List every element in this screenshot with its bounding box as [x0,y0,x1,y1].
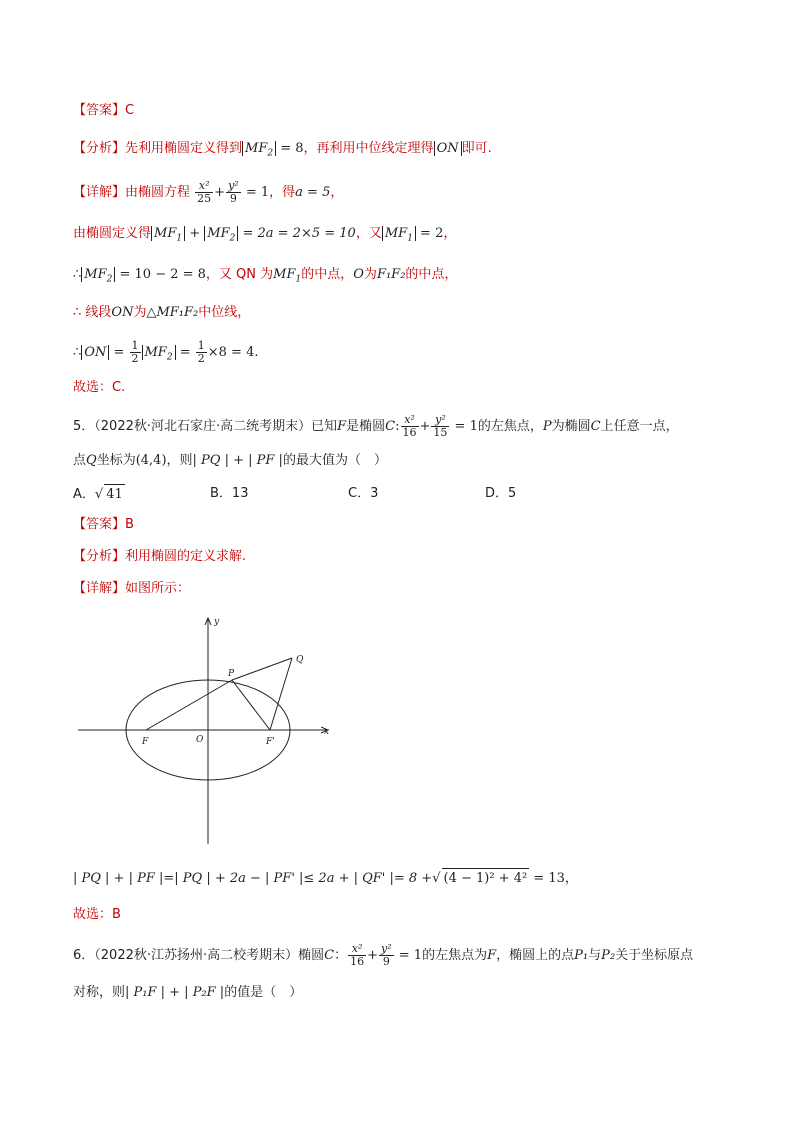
detail-text: 的中点， [405,267,458,282]
colon: ： [334,948,348,963]
option-value: 3 [370,486,379,501]
q6-text: 的左焦点为 [422,948,488,963]
ellipse-figure [78,612,338,848]
segment-fp [146,680,232,730]
q5-text: 的左焦点， [477,419,543,434]
math: F [487,948,497,963]
answer-line-2 [73,515,134,535]
abs-mf1: $MF_1$ [151,226,185,241]
fraction: $\frac{\text{x²}}{25}$ [197,179,212,205]
fraction: $\frac{1}{2}$ [197,339,205,365]
option-label: A． [73,487,95,502]
option-a[interactable]: A．√ 41 [73,484,125,505]
detail-text: ，得 [269,185,296,200]
comma: ， [564,871,578,886]
analysis-text-post: 即可. [461,141,492,156]
detail-tag: 【详解】 [73,581,126,596]
detail-line-4 [73,303,250,323]
detail-line-3: ∴ $MF_2 = 10 - 2 = 8$，又 QN 为$MF_1$的中点，O为F₁F₂的中点， [73,267,458,285]
math: F [337,419,347,434]
period: . [254,345,259,360]
question-5-line-1 [73,414,679,439]
detail-line-1 [73,180,343,205]
math: = 2 [415,226,444,241]
q5-text: 上任意一点， [600,419,679,434]
answer-value: B [125,517,134,532]
q5-text: 坐标为 [96,453,136,468]
question-5-line-2 [73,451,387,471]
detail-text: 由椭圆定义得 [73,226,152,241]
math: | PQ | + | PF | [192,453,283,468]
conclusion-1: 故选：C. [73,380,126,395]
q6-text: 对称，则 [73,985,126,1000]
math: (4,4) [135,453,167,468]
detail-line-6 [73,579,190,599]
answer-tag: 【答案】 [73,103,126,118]
analysis-line-1 [73,139,492,164]
colon: : [395,419,400,434]
eq: = 1 [450,419,478,434]
label-x: x [324,727,330,737]
plus: + [419,419,431,434]
label-f: F [142,737,149,747]
option-d[interactable] [485,484,516,504]
math: ×8 = 4 [207,345,255,360]
segment-pq [232,658,292,680]
option-value: 5 [508,486,517,501]
math: C [590,419,601,434]
option-label: C． [348,486,371,501]
label-o: O [196,735,204,745]
q6-text: 与 [588,948,602,963]
analysis-text: 利用椭圆的定义求解. [125,549,247,564]
detail-line-2: 由椭圆定义得 $MF_1 + MF_2 = 2a = 2\times 5 = 10$，又 $MF_1 = 2$， [73,226,457,244]
answer-line-1 [73,101,134,121]
math: Q [86,453,97,468]
math: F₁F₂ [376,267,406,282]
label-y: y [214,617,220,627]
q6-head: 6．（2022秋·江苏扬州·高二校考期末）椭圆 [73,948,325,963]
eq: = 1 [394,948,423,963]
option-b[interactable] [210,484,248,504]
math: P₂ [601,948,616,963]
label-fp: F' [266,737,275,747]
question-6-line-1 [73,943,693,968]
detail-text: ，又 [355,226,382,241]
math: = 2a = 2×5 = 10 [238,226,356,241]
fraction: $\frac{\text{y²}}{9}$ [381,942,392,968]
analysis-text-pre: 先利用椭圆定义得到 [125,141,243,156]
math: C [324,948,335,963]
abs-mf2: $MF_2$ [142,345,176,360]
detail-text: 为 [133,305,147,320]
math: | P₁F | + | P₂F | [125,985,225,1000]
q5-text: 为椭圆 [551,419,591,434]
q6-text: 关于坐标原点 [615,948,694,963]
detail-text: ， [330,185,344,200]
fraction: $\frac{\text{y²}}{9}$ [228,179,239,205]
therefore: ∴ [73,345,82,360]
math: = 10 − 2 = 8 [115,267,206,282]
answer-value: C [125,103,135,118]
fraction: $\frac{1}{2}$ [131,339,139,365]
option-value: 41 [104,484,125,505]
fraction: $\frac{\text{y²}}{15}$ [433,413,448,439]
option-label: D． [485,486,509,501]
detail-tag: 【详解】 [73,185,126,200]
label-q: Q [296,655,304,665]
q5-text: ，则 [166,453,193,468]
detail-text: ，又 QN 为 [205,267,274,282]
math: = 13 [529,871,565,886]
analysis-eq: = 8 [276,141,304,156]
q6-text: 的值是（ ） [224,985,303,1000]
analysis-text-mid: ，再利用中位线定理得 [303,141,434,156]
abs-mf2: $MF_2$ [81,267,115,282]
q5-text: 的最大值为（ ） [282,453,387,468]
eq: = 1 [241,185,270,200]
detail-text: 的中点， [301,267,354,282]
q5-text: 点 [73,453,87,468]
detail-text: 中位线， [198,305,251,320]
abs-mf2: $MF_2$ [242,141,276,156]
math: ON [111,305,134,320]
plus: + [367,948,378,963]
detail-line-5: ∴ ON = $\frac{1}{2}$ $MF_2$ = $\frac{1}{2}$ ×8 = 4. [73,339,259,365]
option-value: 13 [231,486,249,501]
fraction: $\frac{\text{x²}}{16}$ [402,413,417,439]
math: C [385,419,396,434]
math: P [542,419,552,434]
analysis-tag: 【分析】 [73,141,126,156]
abs-on: ON [434,141,462,156]
math: P₁ [574,948,589,963]
math: O [353,267,364,282]
radicand: (4 − 1)² + 4² [442,868,530,889]
option-label: B． [210,486,232,501]
q6-text: ，椭圆上的点 [496,948,575,963]
math: | PQ | + | PF |=| PQ | + 2a − | PF' |≤ 2a + | QF' |= 8 + [73,871,433,886]
analysis-line-2 [73,547,246,567]
answer-tag: 【答案】 [73,517,126,532]
plus: + [214,185,226,200]
math: a = 5 [295,185,331,200]
math: △MF₁F₂ [146,305,199,320]
q5-head: 5．（2022秋·河北石家庄·高二统考期末）已知 [73,419,338,434]
detail-text: ∴ 线段 [73,305,112,320]
abs-on: ON [81,345,109,360]
q5-text: 是椭圆 [346,419,386,434]
math: MF [273,267,296,282]
conclusion-2: 故选：B [73,907,121,922]
abs-mf1: $MF_1$ [382,226,416,241]
analysis-tag: 【分析】 [73,549,126,564]
fraction: $\frac{\text{x²}}{16}$ [350,942,365,968]
label-p: P [228,669,235,679]
detail-text: ， [443,226,457,241]
option-c[interactable] [348,484,378,504]
abs-mf2: $MF_2$ [204,226,238,241]
detail-text: 如图所示： [125,581,191,596]
detail-text: 由椭圆方程 [125,185,191,200]
question-6-line-2 [73,983,302,1003]
detail-text: 为 [363,267,377,282]
calc-line: | PQ | + | PF |=| PQ | + 2a − | PF' |≤ 2a + | QF' |= 8 +√ (4 − 1)² + 4² = 13， [73,868,578,889]
therefore: ∴ [73,267,82,282]
